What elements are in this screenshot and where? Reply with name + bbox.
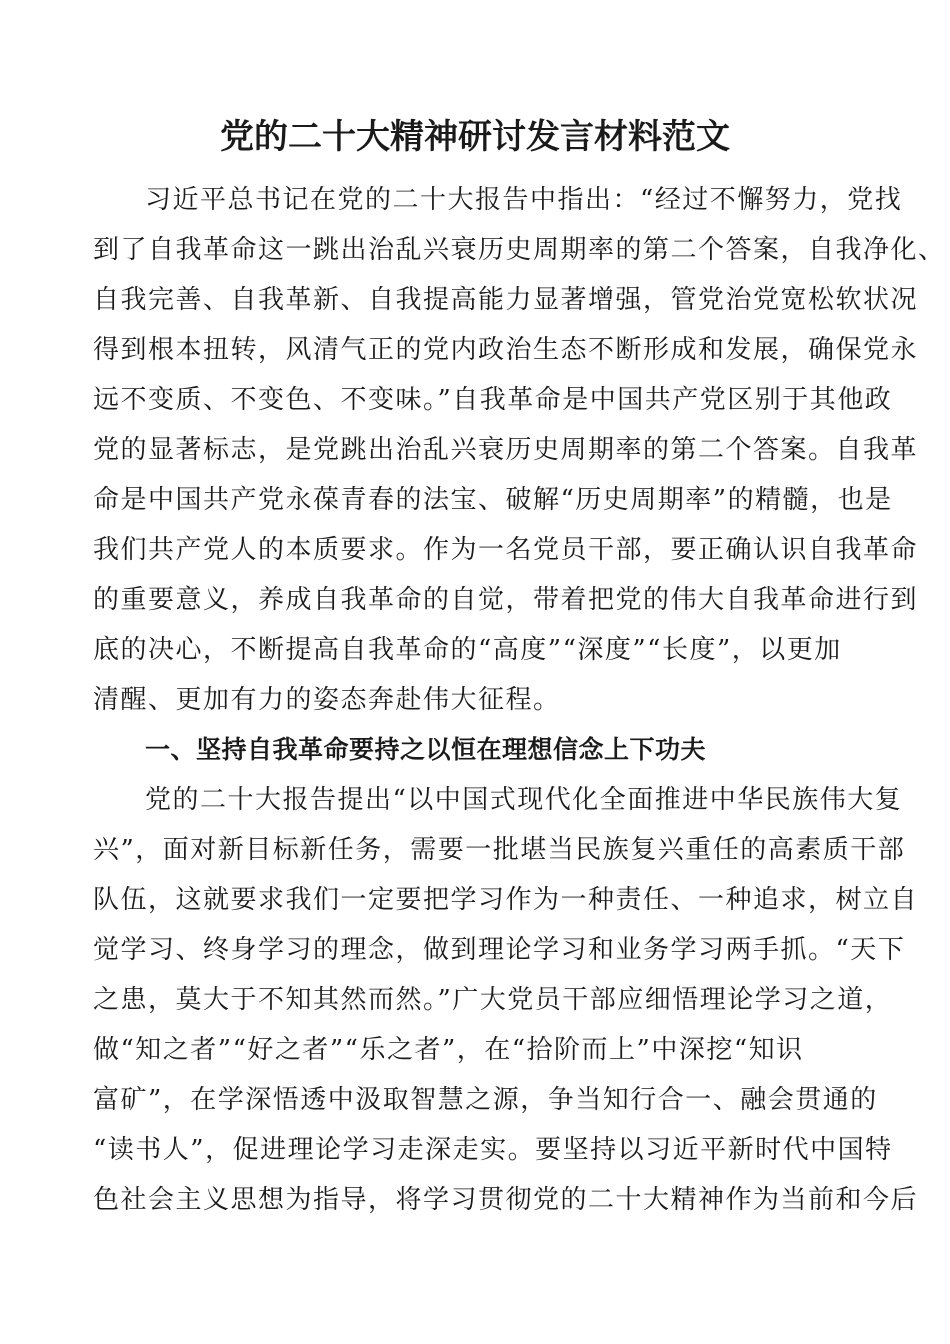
text-line: 党的显著标志，是党跳出治乱兴衰历史周期率的第二个答案。自我革 (93, 435, 919, 465)
text-line: 做“知之者”“好之者”“乐之者”，在“拾阶而上”中深挖“知识 (93, 1035, 804, 1065)
text-line: 我们共产党人的本质要求。作为一名党员干部，要正确认识自我革命 (93, 535, 919, 565)
text-line: 习近平总书记在党的二十大报告中指出：“经过不懈努力，党找 (145, 185, 903, 215)
text-line: 队伍，这就要求我们一定要把学习作为一种责任、一种追求，树立自 (93, 885, 919, 915)
text-line: 之患，莫大于不知其然而然。”广大党员干部应细悟理论学习之道， (93, 985, 893, 1015)
text-line: 得到根本扭转，风清气正的党内政治生态不断形成和发展，确保党永 (93, 335, 919, 365)
text-line: 富矿”，在学深悟透中汲取智慧之源，争当知行合一、融会贯通的 (93, 1085, 878, 1115)
text-line: 清醒、更加有力的姿态奔赴伟大征程。 (93, 685, 561, 715)
section-heading: 一、坚持自我革命要持之以恒在理想信念上下功夫 (145, 735, 707, 764)
text-line: “读书人”，促进理论学习走深走实。要坚持以习近平新时代中国特 (93, 1135, 893, 1165)
text-line: 觉学习、终身学习的理念，做到理论学习和业务学习两手抓。“天下 (93, 935, 906, 965)
text-line: 命是中国共产党永葆青春的法宝、破解“历史周期率”的精髓，也是 (93, 485, 893, 515)
text-line: 底的决心，不断提高自我革命的“高度”“深度”“长度”，以更加 (93, 635, 842, 665)
text-line: 党的二十大报告提出“以中国式现代化全面推进中华民族伟大复 (145, 785, 903, 815)
text-line: 的重要意义，养成自我革命的自觉，带着把党的伟大自我革命进行到 (93, 585, 919, 615)
text-line: 到了自我革命这一跳出治乱兴衰历史周期率的第二个答案，自我净化、 (93, 235, 946, 265)
text-line: 远不变质、不变色、不变味。”自我革命是中国共产党区别于其他政 (93, 385, 893, 415)
text-line: 色社会主义思想为指导，将学习贯彻党的二十大精神作为当前和今后 (93, 1185, 919, 1215)
text-line: 自我完善、自我革新、自我提高能力显著增强，管党治党宽松软状况 (93, 285, 919, 315)
document-title: 党的二十大精神研讨发言材料范文 (220, 117, 730, 157)
text-line: 兴”，面对新目标新任务，需要一批堪当民族复兴重任的高素质干部 (93, 835, 906, 865)
